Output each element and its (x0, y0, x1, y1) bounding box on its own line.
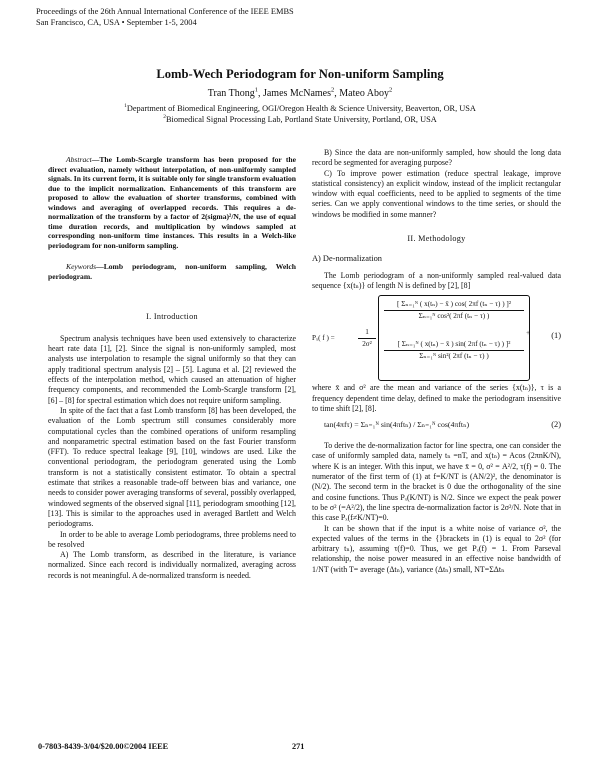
keywords-text: —Lomb periodogram, non-uniform sampling, Welch periodogram. (48, 262, 296, 282)
eq1-factor-denominator: 2σ² (358, 338, 376, 349)
section-heading-methodology: II. Methodology (407, 234, 466, 244)
eq1-factor-numerator: 1 (365, 328, 369, 337)
eq1-lhs: Pₓ( f ) = (312, 334, 335, 343)
eq1-term-2-den: Σₙ₌₁ᴺ sin²( 2πf (tₙ − τ) ) (384, 350, 524, 361)
affiliation-2-text: Biomedical Signal Processing Lab, Portland State University, Portland, OR, USA (165, 115, 437, 124)
keywords (48, 262, 296, 281)
problem-c: C) To improve power estimation (reduce spectral leakage, improve statistical consistency) an explicit window, instead of the implicit rectangular window with equal coefficients, need to be applied to segments of the time series. Can we apply conventional windows to the time series, or should the windows be modified in some manner? (312, 168, 561, 219)
affiliation-1-text: Department of Biomedical Engineering, OGI/Oregon Health & Science University, Beaverton, OR, USA (126, 104, 476, 113)
abstract-text: —The Lomb-Scargle transform has been proposed for the direct evaluation, namely without interpolation, of non-uniformly sampled signals. In its current form, it is suitable only for single transform evaluation due to the implicit normalization. Enhancements of this transform are proposed to allow the evaluation of shorter transforms, combined with windows and averaging of overlapped records. This requires a de-normalization of the transform by a factor of 2(sigma)²/N, the use of equal time duration records, and multiplication by windows sampled at corresponding non-uniform time instances. This results in a Welch-like periodogram for non-uniform sampling. (48, 155, 296, 250)
author-list: Tran Thong$^1$, James McNames$^2$, Mateo Aboy$^2$ (207, 86, 393, 99)
page-number: 271 (292, 742, 305, 751)
equation-2 (312, 417, 561, 435)
affiliation-2 (0, 115, 600, 124)
footer-copyright: 0-7803-8439-3/04/$20.00©2004 IEEE (38, 742, 169, 751)
author-3: Mateo Aboy (339, 88, 389, 99)
white-noise-paragraph: It can be shown that if the input is a white noise of variance σ², the expected values of the terms in the {}brackets in (1) is equal to 2σ² (for arbitrary tₙ), assuming τ(f)=0. Thus, we get Pₓ(f) = 1. From Parseval relationship, the noise power measured in an effective noise bandwidth of 1/NT (with T= average (Δtₙ), variance (Δtₙ) small, NT=ΣΔtₙ (312, 523, 561, 574)
author-1: Tran Thong (207, 88, 255, 99)
author-2-sup: 2 (331, 86, 335, 94)
eq1-term-1 (384, 299, 524, 321)
author-3-sup: 2 (388, 86, 393, 94)
intro-paragraph-1: Spectrum analysis techniques have been used extensively to characterize heart rate data [1], [2]. Since the signal is non-uniformly sampled, most analysts use interpolation to resample the signal uniformly so that they can apply traditional spectrum analysis [2] – [5]. Laguna et al. [2] reviewed the effects of the interpolation method, which caused an attenuation of higher frequency components, and recommended the Lomb-Scargle transform [2], [6] – [8] for spectral estimation which does not require uniform sampling. (48, 333, 296, 405)
intro-paragraph-4: A) The Lomb transform, as described in the literature, is variance normalized. Since each record is individually normalized, averaging across records is not meaningful. A de-normalized transform is needed. (48, 550, 296, 580)
abstract (48, 155, 296, 250)
eq1-term-2-num: [ Σₙ₌₁ᴺ ( x(tₙ) − x̄ ) sin( 2πf (tₙ − τ) ) ]² (397, 340, 511, 349)
author-1-sup: 1 (254, 86, 258, 94)
section-heading-introduction: I. Introduction (146, 311, 198, 321)
right-column (312, 148, 561, 575)
affiliation-1 (0, 104, 600, 113)
equation-1 (312, 295, 561, 381)
problem-b: B) Since the data are non-uniformly sampled, how should the long data record be segmented for averaging purpose? (312, 148, 561, 168)
proceedings-header (36, 7, 294, 28)
keywords-label: Keywords (66, 262, 97, 272)
eq1-factor (358, 327, 376, 349)
affiliation-2-sup: 2 (163, 114, 166, 121)
paper-title: Lomb-Wech Periodogram for Non-uniform Sampling (156, 67, 444, 81)
eq1-number: (1) (551, 331, 561, 341)
denorm-paragraph: To derive the de-normalization factor for line spectra, one can consider the case of uniformly sampled data, namely tₙ =nT, and x(tₙ) = Acos (2πnK/N), where K is an integer. With this input, we have x̄ = 0, σ² = A²/2, τ(f) = 0. The numerator of the first term of (1) at f=K/NT is (AN/2)², the denominator is (N/2). The second term in the bracket is 0 due the orthogonality of the sine and cosine functions. Thus Pₓ(K/NT) is N/2. Since we expect the peak power to be σ² (=A²/2), the line spectra de-normalization factor is 2σ²/N. Note that in this case Pₓ(f≠K/NT)=0. (312, 441, 561, 523)
lomb-intro-paragraph: The Lomb periodogram of a non-uniformly sampled real-valued data sequence {x(tₙ)} of length N is defined by [2], [8] (312, 270, 561, 290)
eq2-body: tan(4πfτ) = Σₙ₌₁ᴺ sin(4πftₙ) / Σₙ₌₁ᴺ cos(4πftₙ) (324, 420, 470, 430)
eq1-plus: + (526, 329, 531, 338)
eq1-term-1-num: [ Σₙ₌₁ᴺ ( x(tₙ) − x̄ ) cos( 2πf (tₙ − τ) ) ]² (397, 300, 511, 309)
eq1-term-2 (384, 339, 524, 361)
subsection-heading-denormalization: A) De-normalization (312, 254, 382, 264)
eq2-number: (2) (551, 420, 561, 430)
header-line-2: San Francisco, CA, USA • September 1-5, 2004 (36, 17, 197, 27)
intro-paragraph-2: In spite of the fact that a fast Lomb transform [8] has been developed, the evaluation of the Lomb spectrum still consumes considerably more computational cycles than the combined operations of uniform resampling and nonparametric spectral estimation based on the fast Fourier transform (FFT). To reduce spectral leakage [9], [10], windows are used. Like the conventional periodogram, the periodogram generated using the Lomb transform is not a statistically consistent estimator. To obtain a spectral estimate that strikes a reasonable trade-off between bias and variance, one needs to consider power averaging transforms of several, possibly overlapped, windowed segments of the observed signal [11], periodogram smoothing [12], [13]. This is similar to the approaches used in averaged Bartlett and Welch periodograms. (48, 405, 296, 529)
header-line-1: Proceedings of the 26th Annual International Conference of the IEEE EMBS (36, 7, 294, 16)
intro-paragraph-3: In order to be able to average Lomb periodograms, three problems need to be resolved (48, 529, 296, 549)
left-column (48, 155, 296, 581)
abstract-label: Abstract (66, 155, 92, 164)
author-2: James McNames (262, 88, 332, 99)
affiliation-1-sup: 1 (124, 103, 127, 110)
eq1-term-1-den: Σₙ₌₁ᴺ cos²( 2πf (tₙ − τ) ) (384, 310, 524, 321)
where-paragraph: where x̄ and σ² are the mean and variance of the series {x(tₙ)}, τ is a frequency dependent time delay, defined to make the periodogram insensitive to time shift [2], [8]. (312, 383, 561, 413)
